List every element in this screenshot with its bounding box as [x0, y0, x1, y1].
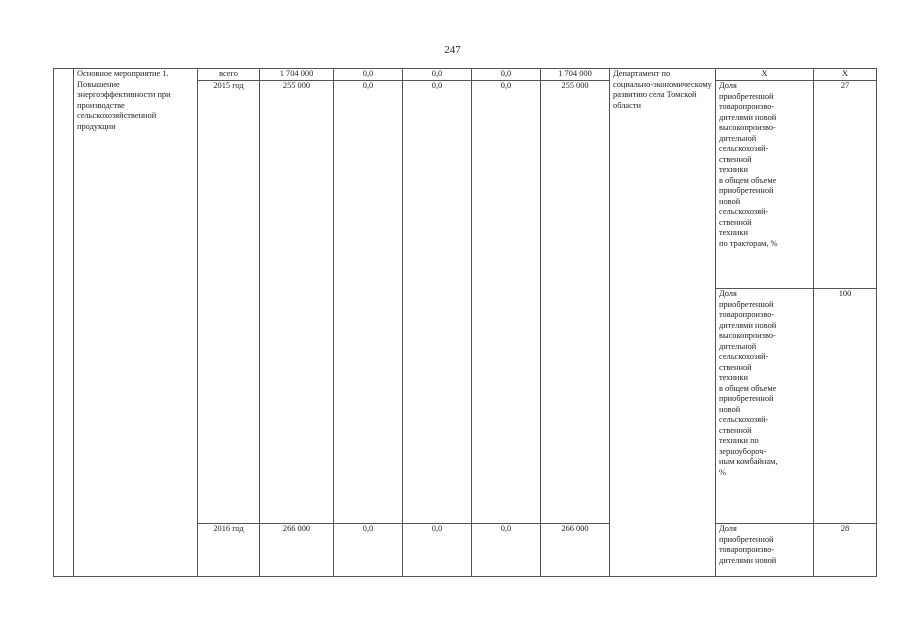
value-cell: 255 000: [541, 81, 610, 524]
event-name-cell: Основное мероприятие 1. Повышение энергоэффективности при производстве сельскохозяйственной продукции: [74, 69, 198, 577]
total-cell: 255 000: [260, 81, 334, 524]
value-cell: 0,0: [472, 81, 541, 524]
value-cell: 1 704 000: [541, 69, 610, 81]
period-cell: всего: [198, 69, 260, 81]
indicator-value-cell: 27: [814, 81, 877, 289]
indicator-value-cell: 28: [814, 524, 877, 577]
value-cell: 0,0: [334, 524, 403, 577]
indicator-text-cell: Доля приобретенной товаропроизво- дителями новой: [716, 524, 814, 577]
value-cell: 0,0: [403, 81, 472, 524]
value-cell: 0,0: [334, 81, 403, 524]
indicator-value-cell: 100: [814, 289, 877, 524]
value-cell: 0,0: [403, 524, 472, 577]
period-cell: 2015 год: [198, 81, 260, 524]
executor-cell: Департамент по социально-экономическому развитию села Томской области: [610, 69, 716, 577]
period-cell: 2016 год: [198, 524, 260, 577]
value-cell: 0,0: [472, 524, 541, 577]
value-cell: 0,0: [334, 69, 403, 81]
value-cell: 266 000: [541, 524, 610, 577]
row-number-cell: [54, 69, 74, 577]
indicator-value-header-cell: Х: [814, 69, 877, 81]
page-number: 247: [444, 44, 461, 56]
total-cell: 266 000: [260, 524, 334, 577]
table-row-total: [54, 69, 877, 81]
value-cell: 0,0: [472, 69, 541, 81]
value-cell: 0,0: [403, 69, 472, 81]
indicator-text-cell: Доля приобретенной товаропроизво- дителями новой высокопроизво- дительной сельскохозяй- ственной техники в общем объеме приобретенной новой сельскохозяй- ственной техники по тракторам, %: [716, 81, 814, 289]
total-cell: 1 704 000: [260, 69, 334, 81]
program-table: [53, 68, 877, 577]
indicator-text-cell: Доля приобретенной товаропроизво- дителями новой высокопроизво- дительной сельскохозяй- ственной техники в общем объеме приобретенной новой сельскохозяй- ственной техники по зерноубороч- ным комбайнам, %: [716, 289, 814, 524]
indicator-header-cell: Х: [716, 69, 814, 81]
